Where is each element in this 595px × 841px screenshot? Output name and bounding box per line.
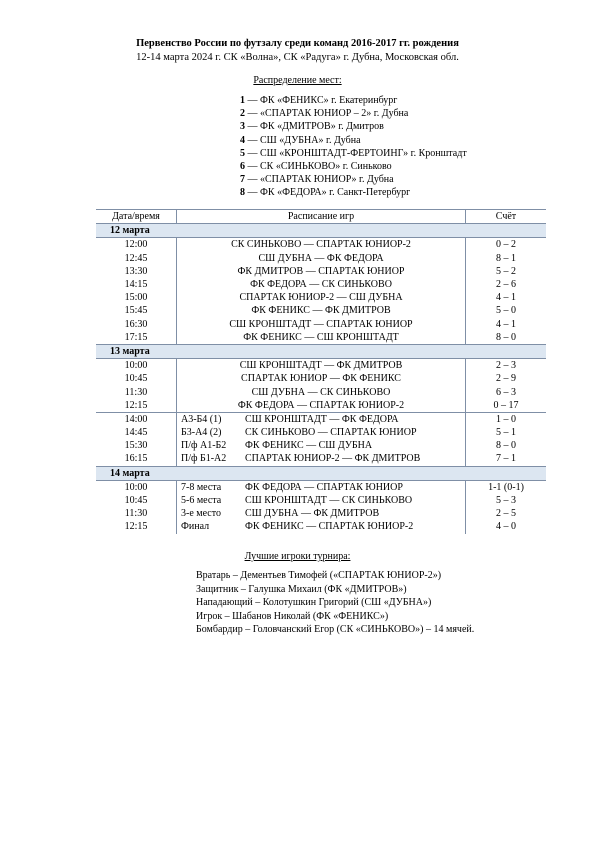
game-cell bbox=[177, 252, 466, 265]
game-cell bbox=[177, 385, 466, 398]
table-row bbox=[96, 399, 546, 413]
table-row bbox=[96, 304, 546, 317]
game-time: 10:45 bbox=[96, 494, 177, 507]
standing-item bbox=[240, 107, 467, 120]
standing-team: — ФК «ФЕДОРА» г. Санкт-Петербург bbox=[245, 187, 411, 199]
day-label: 12 марта bbox=[96, 224, 546, 238]
game-cell bbox=[177, 452, 466, 466]
table-row bbox=[96, 412, 546, 426]
game-match: СШ КРОНШТАДТ — СК СИНЬКОВО bbox=[245, 495, 413, 507]
game-cell bbox=[177, 238, 466, 252]
game-score: 8 – 0 bbox=[496, 331, 516, 343]
standing-item bbox=[240, 160, 467, 173]
game-cell bbox=[177, 520, 466, 533]
standing-place: 3 bbox=[240, 121, 245, 133]
table-row bbox=[96, 520, 546, 533]
standing-place: 4 bbox=[240, 134, 245, 146]
game-match: СПАРТАК ЮНИОР — ФК ФЕНИКС bbox=[241, 373, 401, 385]
game-time: 10:00 bbox=[96, 480, 177, 494]
table-row bbox=[96, 507, 546, 520]
game-time: 14:15 bbox=[96, 278, 177, 291]
standing-item bbox=[240, 186, 467, 199]
game-time: 13:30 bbox=[96, 265, 177, 278]
standing-team: — «СПАРТАК ЮНИОР» г. Дубна bbox=[245, 174, 394, 186]
standing-team: — ФК «ФЕНИКС» г. Екатеринбург bbox=[245, 95, 398, 106]
day-row bbox=[96, 466, 546, 480]
standing-item bbox=[240, 173, 467, 186]
game-match: ФК ФЕНИКС — СШ ДУБНА bbox=[245, 440, 373, 452]
game-cell bbox=[177, 278, 466, 291]
game-match: СШ КРОНШТАДТ — СПАРТАК ЮНИОР bbox=[229, 318, 413, 330]
table-row bbox=[96, 291, 546, 304]
header-game: Расписание игр bbox=[177, 210, 466, 224]
game-match: ФК ФЕДОРА — СПАРТАК ЮНИОР-2 bbox=[237, 399, 405, 411]
table-row bbox=[96, 494, 546, 507]
header-score: Счёт bbox=[466, 210, 547, 224]
standing-team: — СК «СИНЬКОВО» г. Синьково bbox=[245, 161, 392, 173]
game-cell bbox=[177, 426, 466, 439]
game-score: 5 – 1 bbox=[496, 427, 516, 439]
standing-team: — СШ «КРОНШТАДТ-ФЕРТОИНГ» г. Кронштадт bbox=[245, 147, 467, 159]
table-row bbox=[96, 480, 546, 494]
game-score: 5 – 3 bbox=[496, 495, 516, 507]
game-cell bbox=[177, 359, 466, 373]
game-cell bbox=[177, 480, 466, 494]
standing-place: 5 bbox=[240, 147, 245, 159]
table-row bbox=[96, 372, 546, 385]
table-row bbox=[96, 278, 546, 291]
game-cell bbox=[177, 304, 466, 317]
standing-team: — СШ «ДУБНА» г. Дубна bbox=[245, 134, 361, 146]
standing-item bbox=[240, 120, 467, 133]
game-match: СШ ДУБНА — СК СИНЬКОВО bbox=[251, 386, 391, 398]
table-row bbox=[96, 238, 546, 252]
game-match: ФК ФЕНИКС — СШ КРОНШТАДТ bbox=[243, 331, 399, 343]
game-match: ФК ФЕНИКС — ФК ДМИТРОВ bbox=[251, 305, 391, 317]
day-row bbox=[96, 344, 546, 358]
game-stage: П/ф Б1-А2 bbox=[181, 453, 227, 465]
game-match: СШ ДУБНА — ФК ФЕДОРА bbox=[258, 252, 384, 264]
best-player-item: Бомбардир – Головчанский Егор (СК «СИНЬКОВО») – 14 мячей. bbox=[196, 624, 475, 635]
standing-place: 7 bbox=[240, 174, 245, 186]
document-title: Первенство России по футзалу среди команд 2016-2017 гг. рождения bbox=[136, 38, 459, 49]
standing-team: — ФК «ДМИТРОВ» г. Дмитров bbox=[245, 121, 384, 133]
game-score: 1-1 (0-1) bbox=[488, 481, 524, 493]
game-score: 4 – 1 bbox=[496, 292, 516, 304]
game-score: 5 – 2 bbox=[496, 265, 516, 277]
game-cell bbox=[177, 439, 466, 452]
game-match: СШ ДУБНА — ФК ДМИТРОВ bbox=[245, 508, 380, 520]
game-time: 10:45 bbox=[96, 372, 177, 385]
game-score: 6 – 3 bbox=[496, 386, 516, 398]
game-stage: Финал bbox=[181, 521, 210, 533]
game-score: 4 – 1 bbox=[496, 318, 516, 330]
game-match: ФК ФЕДОРА — СПАРТАК ЮНИОР bbox=[245, 481, 403, 493]
game-match: СШ КРОНШТАДТ — ФК ДМИТРОВ bbox=[239, 360, 403, 372]
standings-list bbox=[240, 94, 467, 200]
schedule-table bbox=[96, 209, 546, 534]
game-time: 17:15 bbox=[96, 331, 177, 345]
game-cell bbox=[177, 507, 466, 520]
game-match: ФК ФЕДОРА — СК СИНЬКОВО bbox=[250, 279, 392, 291]
game-match: СК СИНЬКОВО — СПАРТАК ЮНИОР bbox=[245, 427, 417, 439]
document-subtitle: 12-14 марта 2024 г. СК «Волна», СК «Радуга» г. Дубна, Московская обл. bbox=[136, 52, 459, 63]
game-time: 14:45 bbox=[96, 426, 177, 439]
game-cell bbox=[177, 318, 466, 331]
game-time: 12:00 bbox=[96, 238, 177, 252]
game-cell bbox=[177, 412, 466, 426]
game-stage: А3-Б4 (1) bbox=[181, 413, 222, 425]
game-cell bbox=[177, 331, 466, 345]
game-time: 16:15 bbox=[96, 452, 177, 466]
best-player-item: Вратарь – Дементьев Тимофей («СПАРТАК ЮНИОР-2») bbox=[196, 570, 442, 581]
standing-item bbox=[240, 147, 467, 160]
game-score: 8 – 0 bbox=[496, 440, 516, 452]
game-score: 0 – 2 bbox=[496, 239, 516, 251]
game-score: 2 – 9 bbox=[496, 373, 516, 385]
game-time: 10:00 bbox=[96, 359, 177, 373]
game-stage: 3-е место bbox=[181, 508, 221, 520]
best-players-list bbox=[196, 569, 474, 637]
table-row bbox=[96, 452, 546, 466]
table-row bbox=[96, 331, 546, 345]
game-stage: Б3-А4 (2) bbox=[181, 427, 222, 439]
game-match: ФК ФЕНИКС — СПАРТАК ЮНИОР-2 bbox=[245, 521, 414, 533]
game-time: 12:15 bbox=[96, 399, 177, 413]
game-match: СШ КРОНШТАДТ — ФК ФЕДОРА bbox=[245, 413, 399, 425]
game-score: 8 – 1 bbox=[496, 252, 516, 264]
game-score: 7 – 1 bbox=[496, 453, 516, 465]
game-time: 14:00 bbox=[96, 412, 177, 426]
table-row bbox=[96, 359, 546, 373]
best-player-item: Защитник – Галушка Михаил (ФК «ДМИТРОВ») bbox=[196, 583, 407, 595]
table-row bbox=[96, 265, 546, 278]
standing-place: 1 bbox=[240, 95, 245, 106]
game-time: 15:00 bbox=[96, 291, 177, 304]
game-time: 11:30 bbox=[96, 507, 177, 520]
game-score: 0 – 17 bbox=[493, 399, 519, 411]
game-stage: П/ф А1-Б2 bbox=[181, 440, 227, 452]
game-score: 2 – 6 bbox=[496, 279, 516, 291]
game-cell bbox=[177, 291, 466, 304]
game-score: 4 – 0 bbox=[496, 521, 516, 533]
standings-heading: Распределение мест: bbox=[253, 75, 342, 86]
game-stage: 7-8 места bbox=[181, 481, 222, 493]
game-match: СПАРТАК ЮНИОР-2 — ФК ДМИТРОВ bbox=[245, 453, 421, 465]
game-time: 15:30 bbox=[96, 439, 177, 452]
day-row bbox=[96, 224, 546, 238]
game-time: 12:45 bbox=[96, 252, 177, 265]
standing-item bbox=[240, 134, 467, 147]
day-label: 14 марта bbox=[96, 466, 546, 480]
game-score: 5 – 0 bbox=[496, 305, 516, 317]
table-row bbox=[96, 385, 546, 398]
game-score: 2 – 5 bbox=[496, 508, 516, 520]
header-time: Дата/время bbox=[96, 210, 177, 224]
game-time: 11:30 bbox=[96, 385, 177, 398]
table-row bbox=[96, 426, 546, 439]
standing-place: 6 bbox=[240, 161, 245, 173]
game-cell bbox=[177, 399, 466, 413]
day-label: 13 марта bbox=[96, 344, 546, 358]
standing-item bbox=[240, 94, 467, 107]
best-player-item: Нападающий – Колотушкин Григорий (СШ «ДУБНА») bbox=[196, 597, 432, 608]
best-players-heading: Лучшие игроки турнира: bbox=[244, 551, 351, 562]
game-time: 16:30 bbox=[96, 318, 177, 331]
game-match: ФК ДМИТРОВ — СПАРТАК ЮНИОР bbox=[237, 265, 405, 277]
game-match: СК СИНЬКОВО — СПАРТАК ЮНИОР-2 bbox=[231, 239, 411, 251]
game-time: 12:15 bbox=[96, 520, 177, 533]
game-cell bbox=[177, 265, 466, 278]
table-row bbox=[96, 439, 546, 452]
schedule-header-row bbox=[96, 210, 546, 224]
game-match: СПАРТАК ЮНИОР-2 — СШ ДУБНА bbox=[239, 292, 403, 304]
game-cell bbox=[177, 372, 466, 385]
table-row bbox=[96, 318, 546, 331]
standing-team: — «СПАРТАК ЮНИОР – 2» г. Дубна bbox=[245, 108, 409, 120]
game-time: 15:45 bbox=[96, 304, 177, 317]
table-row bbox=[96, 252, 546, 265]
game-cell bbox=[177, 494, 466, 507]
game-score: 1 – 0 bbox=[466, 412, 547, 426]
game-stage: 5-6 места bbox=[181, 495, 222, 507]
best-player-item: Игрок – Шабанов Николай (ФК «ФЕНИКС») bbox=[196, 610, 389, 622]
standing-place: 2 bbox=[240, 108, 245, 120]
game-score: 2 – 3 bbox=[496, 360, 516, 372]
standing-place: 8 bbox=[240, 187, 245, 199]
